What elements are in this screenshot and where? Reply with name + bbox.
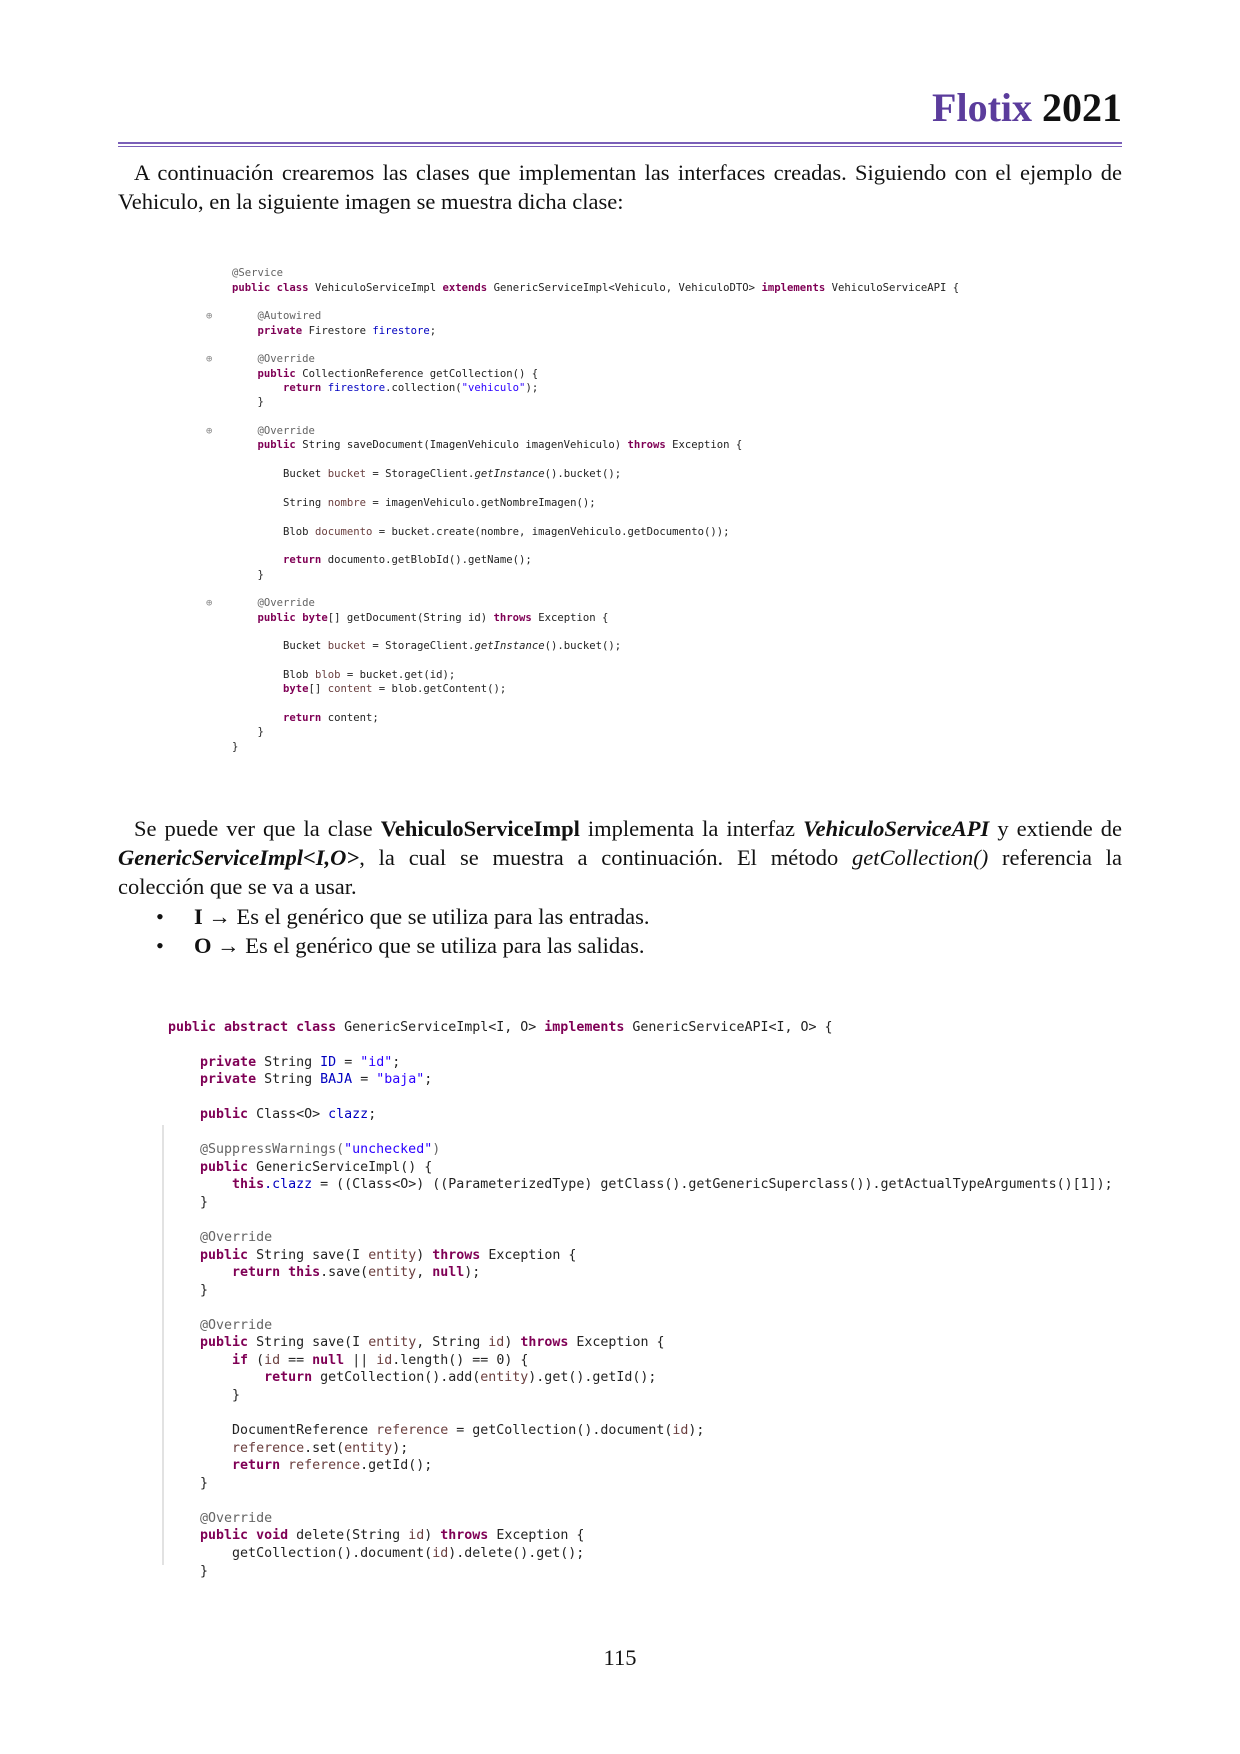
header-brand: Flotix	[932, 85, 1032, 130]
code-line: public String save(I entity, String id) throws Exception {	[200, 1335, 665, 1351]
code-line: reference.set(entity);	[232, 1440, 409, 1456]
code-block-vehiculo-service-impl	[206, 252, 960, 768]
code-line: if (id == null || id.length() == 0) {	[232, 1352, 529, 1368]
fold-marker-icon: ⊕	[206, 425, 213, 438]
document-header-title	[932, 85, 1122, 130]
code-line-blank	[168, 1405, 1113, 1423]
code-line-blank	[232, 654, 959, 668]
code-line: this.clazz = ((Class<O>) ((ParameterizedType) getClass().getGenericSuperclass()).getActualTypeArguments()[1]);	[232, 1177, 1113, 1193]
code-line: DocumentReference reference = getCollection().document(id);	[232, 1423, 705, 1439]
code-line: }	[200, 1475, 209, 1491]
code-line: Bucket bucket = StorageClient.getInstance().bucket();	[283, 468, 622, 481]
code-line-blank	[232, 453, 959, 467]
class-name-generic-service-impl: GenericServiceImpl<I,O>	[118, 845, 360, 870]
class-name-vehiculo-service-impl: VehiculoServiceImpl	[380, 816, 580, 841]
fold-marker-icon: ⊕	[206, 353, 213, 366]
code-line: private String ID = "id";	[200, 1054, 401, 1070]
code-line: private Firestore firestore;	[257, 324, 437, 337]
code-line: Blob blob = bucket.get(id);	[283, 668, 456, 681]
code-line: }	[232, 1388, 241, 1404]
code-line: ⊕ @Override	[206, 425, 315, 438]
code-line: public void delete(String id) throws Exception {	[200, 1528, 585, 1544]
code-block-generic-service-impl	[168, 1001, 1113, 1598]
code-line-blank	[232, 539, 959, 553]
fold-marker-icon: ⊕	[206, 597, 213, 610]
page-number: 115	[603, 1645, 637, 1670]
interface-name-vehiculo-service-api: VehiculoServiceAPI	[803, 816, 990, 841]
code-line-blank	[168, 1089, 1113, 1107]
code-line: return getCollection().add(entity).get().getId();	[264, 1370, 657, 1386]
method-name-get-collection: getCollection()	[852, 845, 989, 870]
code-line: byte[] content = blob.getContent();	[283, 683, 507, 696]
code-line: ⊕ @Override	[206, 597, 315, 610]
intro-paragraph: A continuación crearemos las clases que implementan las interfaces creadas. Siguiendo con el ejemplo de Vehiculo, en la siguiente imagen se muestra dicha clase:	[118, 160, 1122, 214]
code-line: @Service	[232, 267, 284, 280]
code-line-blank	[232, 697, 959, 711]
code-line-blank	[232, 510, 959, 524]
code-line-blank	[232, 582, 959, 596]
code-line: @Override	[200, 1230, 273, 1246]
code-line-blank	[168, 1212, 1113, 1230]
fold-marker-icon: ⊕	[206, 310, 213, 323]
code-line-blank	[232, 482, 959, 496]
code-line-blank	[168, 1492, 1113, 1510]
code-line: private String BAJA = "baja";	[200, 1072, 433, 1088]
code-line: public GenericServiceImpl() {	[200, 1159, 433, 1175]
code-line-blank	[232, 410, 959, 424]
code-line: public String saveDocument(ImagenVehiculo imagenVehiculo) throws Exception {	[257, 439, 743, 452]
code-line: public abstract class GenericServiceImpl<I, O> implements GenericServiceAPI<I, O> {	[168, 1019, 833, 1035]
code-line-blank	[232, 625, 959, 639]
code-line: public class VehiculoServiceImpl extends GenericServiceImpl<Vehiculo, VehiculoDTO> implements VehiculoServiceAPI {	[232, 281, 960, 294]
code-line: }	[232, 740, 239, 753]
header-rule	[118, 142, 1122, 147]
code-line: public String save(I entity) throws Exception {	[200, 1247, 577, 1263]
bullet-icon: •	[156, 904, 164, 929]
code-line-blank	[168, 1036, 1113, 1054]
code-line: }	[200, 1282, 209, 1298]
code-line: return this.save(entity, null);	[232, 1265, 481, 1281]
code-line: }	[257, 568, 264, 581]
code-line: Blob documento = bucket.create(nombre, imagenVehiculo.getDocumento());	[283, 525, 730, 538]
code-line: getCollection().document(id).delete().get();	[232, 1545, 585, 1561]
code-line-blank	[168, 1124, 1113, 1142]
code-line: }	[200, 1195, 209, 1211]
code-line-blank	[232, 338, 959, 352]
bullet-icon: •	[156, 933, 164, 958]
description-paragraph: Se puede ver que la clase VehiculoServiceImpl implementa la interfaz VehiculoServiceAPI y extiende de GenericServiceImpl<I,O>, la cual se muestra a continuación. El método getCollection() referencia la colección que se va a usar.	[118, 816, 1123, 899]
code-line: @Override	[200, 1510, 273, 1526]
code-line: @Override	[200, 1317, 273, 1333]
code-line: }	[257, 726, 264, 739]
code-line-blank	[168, 1299, 1113, 1317]
code-line: return firestore.collection("vehiculo");	[283, 382, 539, 395]
code-line: return documento.getBlobId().getName();	[283, 554, 532, 567]
code-line: Bucket bucket = StorageClient.getInstance().bucket();	[283, 640, 622, 653]
code-line-blank	[232, 295, 959, 309]
code-line: ⊕ @Override	[206, 353, 315, 366]
code-gutter-line	[162, 1125, 164, 1565]
code-line: ⊕ @Autowired	[206, 310, 322, 323]
code-line: public byte[] getDocument(String id) throws Exception {	[257, 611, 609, 624]
header-year: 2021	[1042, 85, 1122, 130]
code-line: public Class<O> clazz;	[200, 1107, 377, 1123]
code-line: return content;	[283, 712, 379, 724]
code-line: return reference.getId();	[232, 1458, 433, 1474]
code-line: @SuppressWarnings("unchecked")	[200, 1142, 441, 1158]
code-line: public CollectionReference getCollection() {	[257, 367, 539, 380]
code-line: }	[257, 396, 264, 409]
code-line: }	[200, 1563, 209, 1579]
code-line: String nombre = imagenVehiculo.getNombreImagen();	[283, 496, 596, 509]
